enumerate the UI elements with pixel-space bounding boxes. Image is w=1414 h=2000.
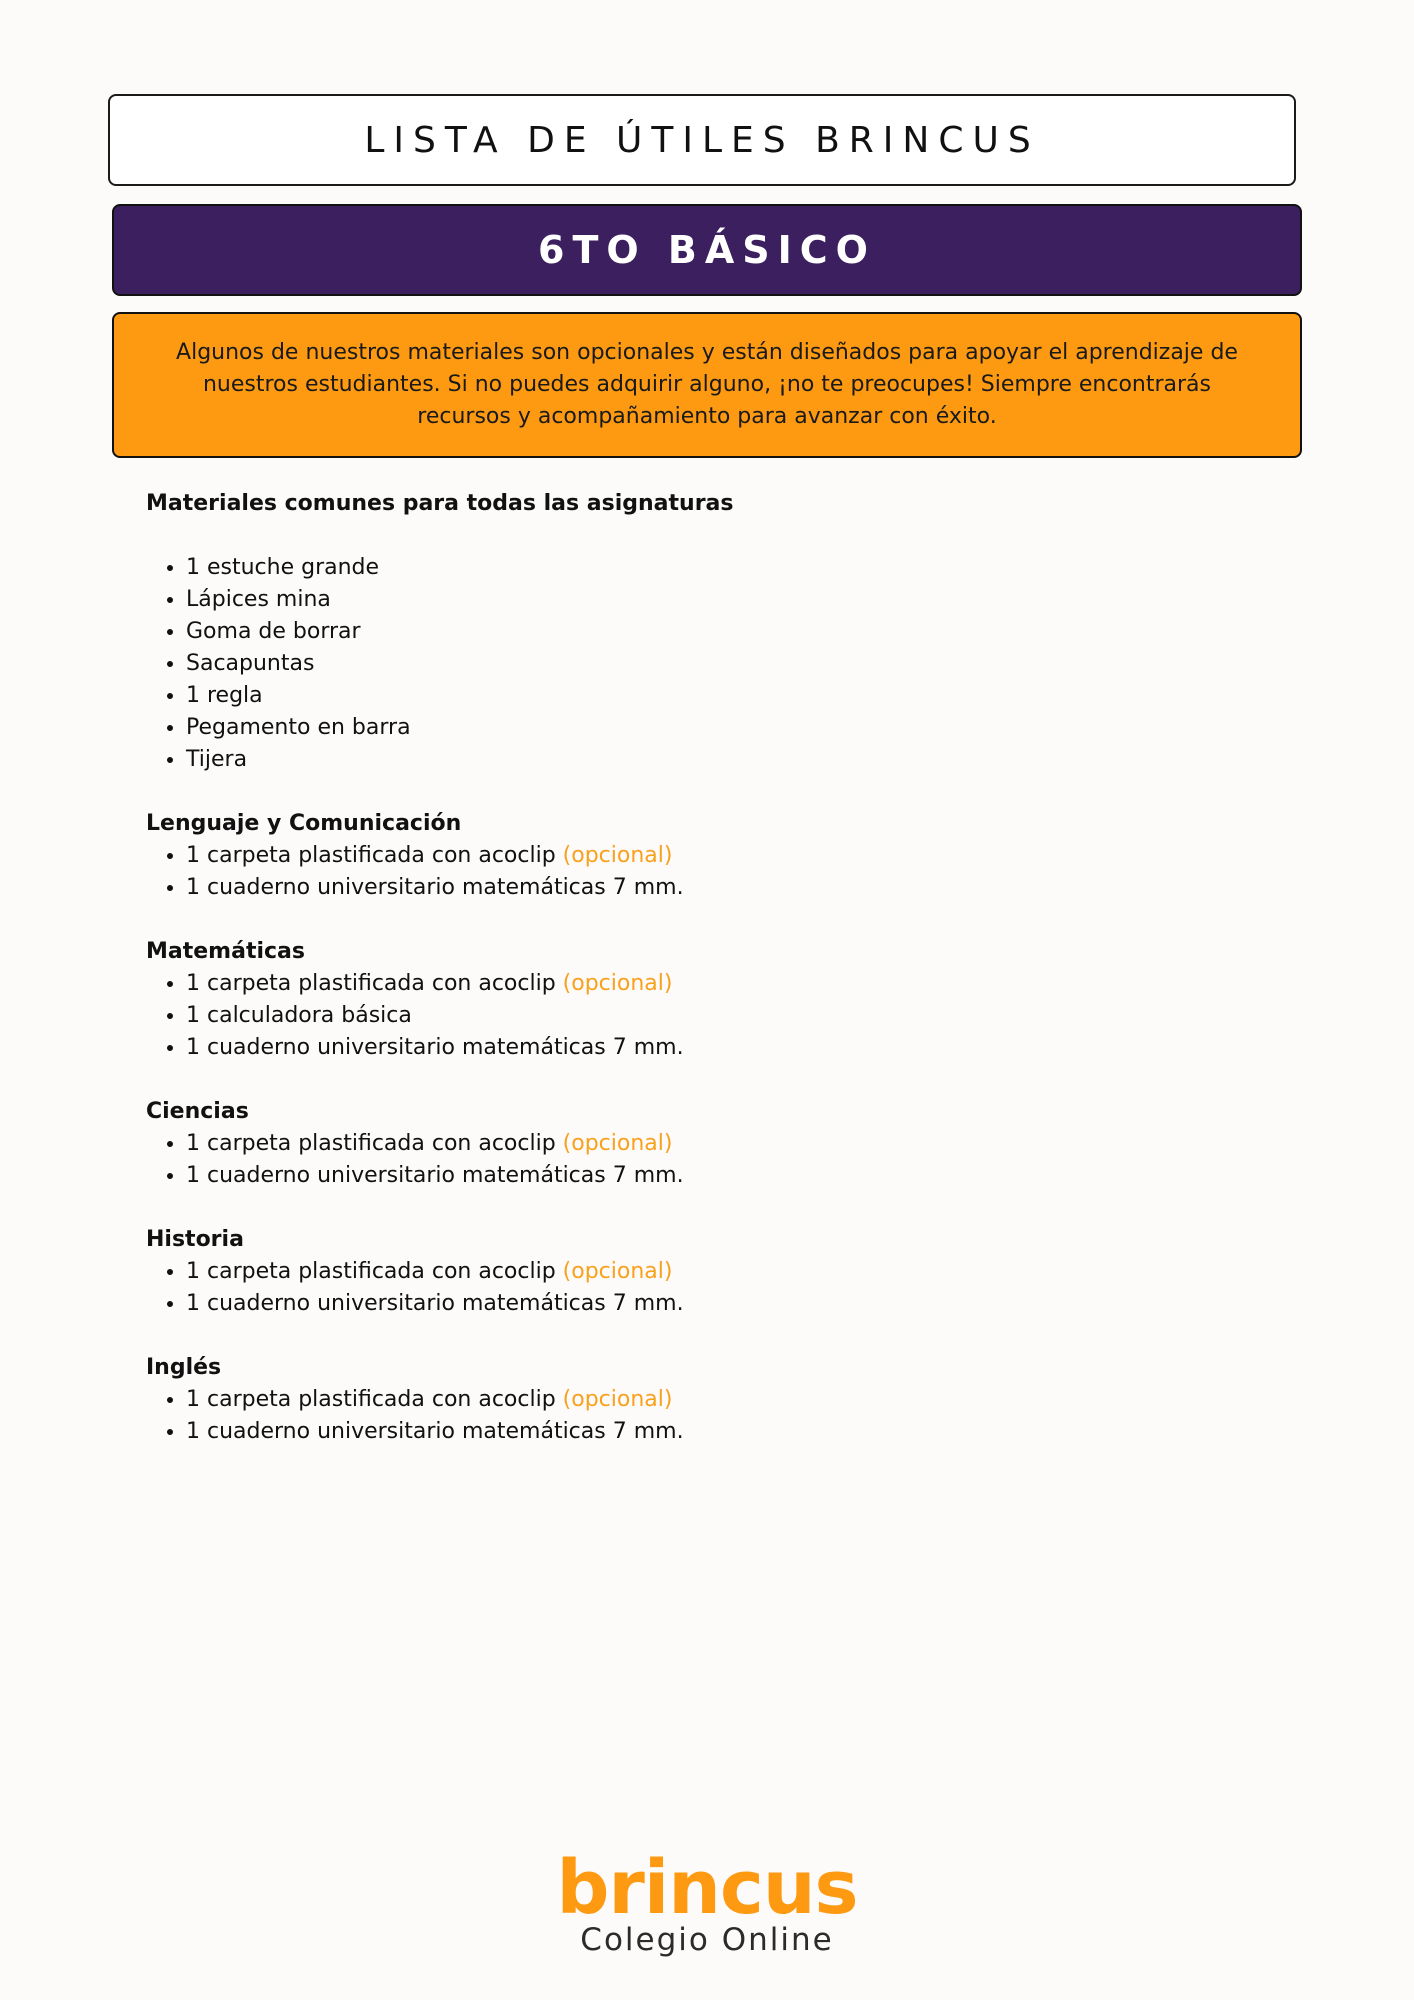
- list-item: [186, 1416, 1246, 1448]
- item-text: 1 carpeta plastificada con acoclip: [186, 971, 556, 996]
- subject-matematicas: [146, 936, 1246, 1064]
- subject-title: Lenguaje y Comunicación: [146, 811, 462, 836]
- grade-banner: 6TO BÁSICO: [112, 204, 1302, 296]
- subject-ingles: [146, 1352, 1246, 1448]
- common-section: [146, 488, 1246, 776]
- item-text: 1 calculadora básica: [186, 1003, 412, 1028]
- item-text: 1 carpeta plastificada con acoclip: [186, 1387, 556, 1412]
- item-text: 1 carpeta plastificada con acoclip: [186, 843, 556, 868]
- subject-list: [146, 1256, 1246, 1320]
- list-item: [186, 1128, 1246, 1160]
- item-text: 1 cuaderno universitario matemáticas 7 mm.: [186, 1291, 684, 1316]
- list-item: [186, 968, 1246, 1000]
- logo-wordmark: brincus: [556, 1845, 858, 1931]
- materials-content: [146, 488, 1246, 1480]
- list-item: [186, 1256, 1246, 1288]
- subject-title: Matemáticas: [146, 939, 305, 964]
- subject-list: [146, 968, 1246, 1064]
- optional-tag: (opcional): [562, 1387, 673, 1412]
- list-item: [186, 1160, 1246, 1192]
- optional-tag: (opcional): [562, 843, 673, 868]
- list-item: • Goma de borrar: [186, 616, 1246, 648]
- item-text: 1 carpeta plastificada con acoclip: [186, 1131, 556, 1156]
- item-text: 1 cuaderno universitario matemáticas 7 mm.: [186, 1419, 684, 1444]
- item-text: 1 cuaderno universitario matemáticas 7 mm.: [186, 875, 684, 900]
- subject-ciencias: [146, 1096, 1246, 1192]
- page-title: LISTA DE ÚTILES BRINCUS: [108, 94, 1296, 186]
- list-item: • Tijera: [186, 744, 1246, 776]
- item-text: 1 cuaderno universitario matemáticas 7 mm.: [186, 1163, 684, 1188]
- optional-tag: (opcional): [562, 971, 673, 996]
- list-item: • Lápices mina: [186, 584, 1246, 616]
- list-item: [186, 1032, 1246, 1064]
- list-item: • 1 estuche grande: [186, 552, 1246, 584]
- subject-title: Ciencias: [146, 1099, 249, 1124]
- common-section-title: Materiales comunes para todas las asignaturas: [146, 491, 734, 516]
- subject-title: Historia: [146, 1227, 244, 1252]
- logo-tagline: Colegio Online: [580, 1922, 834, 1958]
- list-item: [186, 872, 1246, 904]
- subject-title: Inglés: [146, 1355, 222, 1380]
- subject-lenguaje: [146, 808, 1246, 904]
- list-item: [186, 1384, 1246, 1416]
- optional-tag: (opcional): [562, 1131, 673, 1156]
- notice-text: Algunos de nuestros materiales son opcionales y están diseñados para apoyar el aprendizaje de nuestros estudiantes. Si no puedes adquirir alguno, ¡no te preocupes! Siempre encontrarás recursos y acompañamiento para avanzar con éxito.: [176, 340, 1238, 429]
- list-item: • Pegamento en barra: [186, 712, 1246, 744]
- list-item: [186, 1288, 1246, 1320]
- common-list: [146, 552, 1246, 776]
- subject-list: [146, 1128, 1246, 1192]
- subject-list: [146, 1384, 1246, 1448]
- brincus-logo: [0, 1845, 1414, 1958]
- list-item: [186, 840, 1246, 872]
- subject-list: [146, 840, 1246, 904]
- optional-tag: (opcional): [562, 1259, 673, 1284]
- item-text: 1 cuaderno universitario matemáticas 7 mm.: [186, 1035, 684, 1060]
- list-item: [186, 1000, 1246, 1032]
- list-item: • 1 regla: [186, 680, 1246, 712]
- notice-box: [112, 312, 1302, 458]
- subject-historia: [146, 1224, 1246, 1320]
- item-text: 1 carpeta plastificada con acoclip: [186, 1259, 556, 1284]
- list-item: • Sacapuntas: [186, 648, 1246, 680]
